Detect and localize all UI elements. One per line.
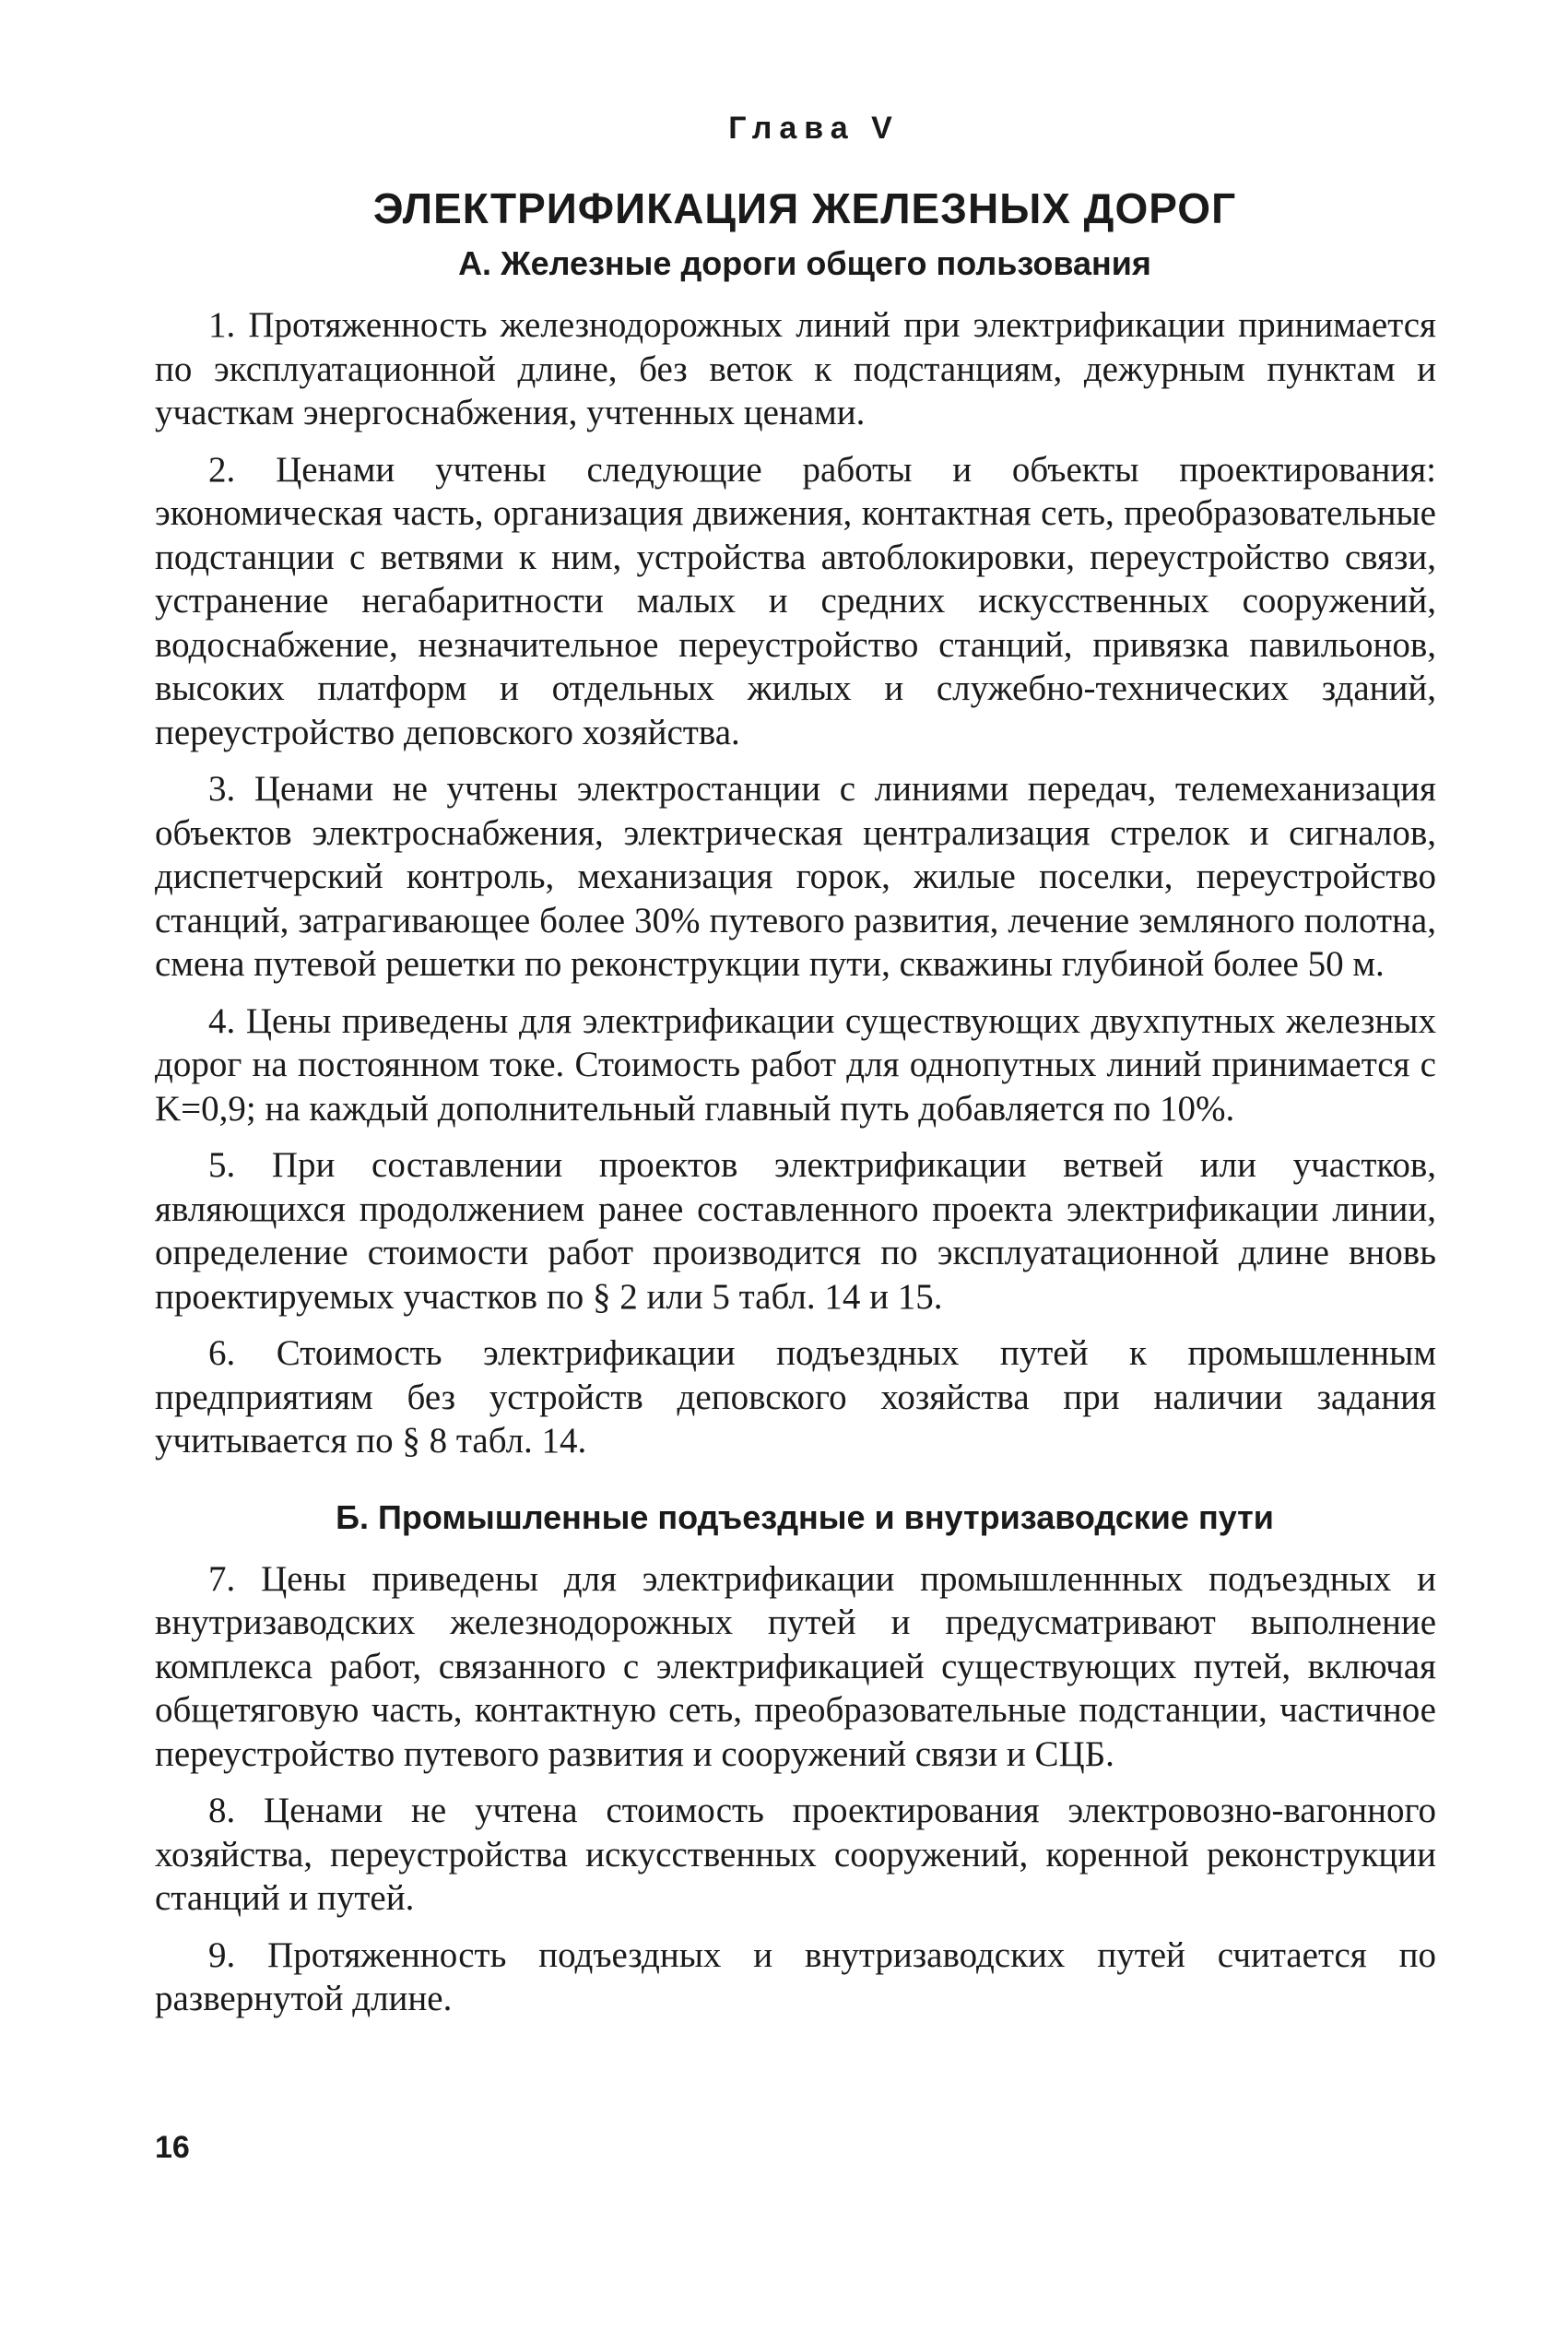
section-b-title: Б. Промышленные подъездные и внутризаводские пути <box>336 1497 1274 1536</box>
paragraph-6: 6. Стоимость электрификации подъездных путей к промышленным предприятиям без устройств деповского хозяйства при наличии задания учитывается по § 8 табл. 14. <box>155 1333 1436 1461</box>
paragraph-5: 5. При составлении проектов электрификации ветвей или участков, являющихся продолжением ранее составленного проекта электрификации линии, определение стоимости работ производится по эксплуатационной длине вновь проектируемых участков по § 2 или 5 табл. 14 и 15. <box>155 1145 1436 1317</box>
page-number: 16 <box>155 2130 190 2165</box>
chapter-title: ЭЛЕКТРИФИКАЦИЯ ЖЕЛЕЗНЫХ ДОРОГ <box>372 184 1237 232</box>
paragraph-7: 7. Цены приведены для электрификации промышленнных подъездных и внутризаводских железнодорожных путей и предусматривают выполнение комплекса работ, связанного с электрификацией существующих путей, включая общетяговую часть, контактную сеть, преобразовательные подстанции, частичное переустройство путевого развития и сооружений связи и СЦБ. <box>155 1558 1436 1774</box>
paragraph-4: 4. Цены приведены для электрификации существующих двухпутных железных дорог на постоянном токе. Стоимость работ для однопутных линий принимается с K=0,9; на каждый дополнительный главный путь добавляется по 10%. <box>155 1000 1436 1129</box>
page-content <box>155 111 1436 2034</box>
section-a-title: А. Железные дороги общего пользования <box>458 244 1151 282</box>
paragraph-9: 9. Протяженность подъездных и внутризаводских путей считается по развернутой длине. <box>155 1934 1436 2018</box>
paragraph-2: 2. Ценами учтены следующие работы и объекты проектирования: экономическая часть, организация движения, контактная сеть, преобразовательные подстанции с ветвями к ним, устройства автоблокировки, переустройство связи, устранение негабаритности малых и средних искусственных сооружений, водоснабжение, незначительное переустройство станций, привязка павильонов, высоких платформ и отдельных жилых и служебно-технических зданий, переустройство деповского хозяйства. <box>155 449 1436 752</box>
paragraph-8: 8. Ценами не учтена стоимость проектирования электровозно-вагонного хозяйства, переустройства искусственных сооружений, коренной реконструкции станций и путей. <box>155 1791 1436 1918</box>
paragraph-1: 1. Протяженность железнодорожных линий при электрификации принимается по эксплуатационной длине, без веток к подстанциям, дежурным пунктам и участкам энергоснабжения, учтенных ценами. <box>155 305 1436 432</box>
chapter-label: Глава V <box>728 111 900 146</box>
paragraph-3: 3. Ценами не учтены электростанции с линиями передач, телемеханизация объектов электроснабжения, электрическая централизация стрелок и сигналов, диспетчерский контроль, механизация горок, жилые поселки, переустройство станций, затрагивающее более 30% путевого развития, лечение земляного полотна, смена путевой решетки по реконструкции пути, скважины глубиной более 50 м. <box>155 769 1436 984</box>
